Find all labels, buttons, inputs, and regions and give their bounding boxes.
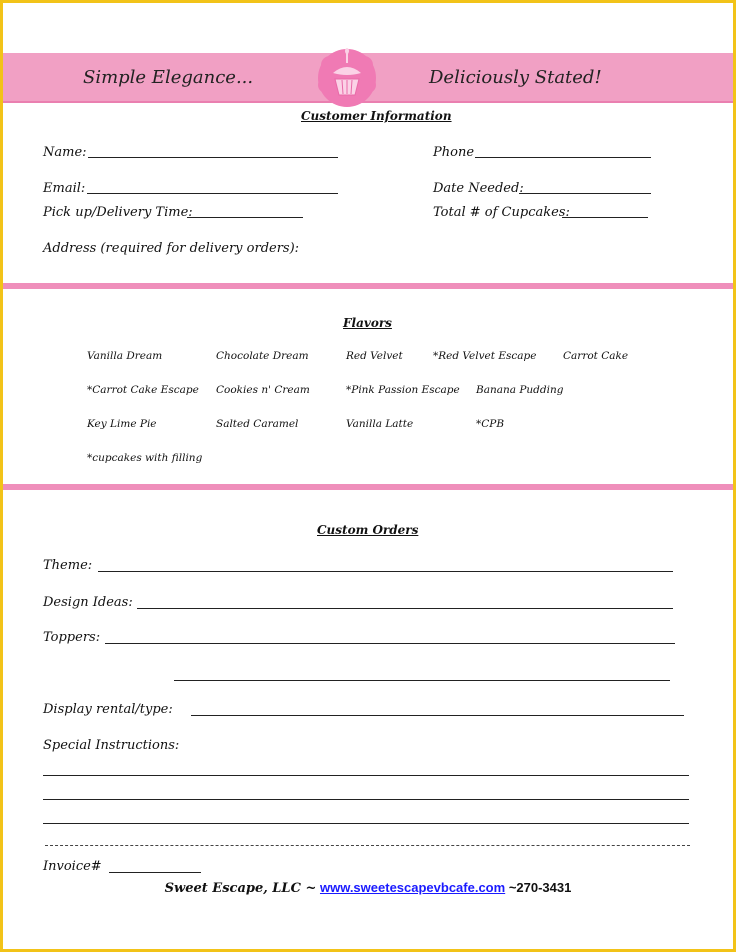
toppers-field-line-2[interactable] (174, 680, 670, 681)
name-label: Name: (43, 145, 87, 160)
invoice-label: Invoice# (43, 859, 102, 874)
special-instructions-line[interactable] (43, 799, 689, 800)
flavor-item: *CPB (476, 418, 505, 430)
customer-info-title: Customer Information (301, 109, 452, 123)
name-field[interactable] (88, 157, 338, 158)
flavor-item: Key Lime Pie (87, 418, 157, 430)
phone-field[interactable] (475, 157, 651, 158)
phone-label: Phone (433, 145, 475, 160)
flavor-item: *Carrot Cake Escape (87, 384, 199, 396)
invoice-field[interactable] (109, 872, 201, 873)
cut-line-divider (45, 845, 690, 846)
date-needed-field[interactable] (519, 193, 651, 194)
flavor-item: Chocolate Dream (216, 350, 309, 362)
website-link[interactable]: www.sweetescapevbcafe.com (319, 880, 506, 895)
section-divider (3, 484, 733, 490)
flavor-item: *Pink Passion Escape (346, 384, 460, 396)
flavor-item: Vanilla Latte (346, 418, 414, 430)
email-field[interactable] (87, 193, 338, 194)
theme-label: Theme: (43, 558, 93, 573)
flavor-item: Banana Pudding (476, 384, 564, 396)
flavor-item: *Red Velvet Escape (433, 350, 537, 362)
flavor-note: *cupcakes with filling (87, 452, 203, 464)
banner-tagline-right: Deliciously Stated! (429, 67, 602, 88)
special-instructions-line[interactable] (43, 823, 689, 824)
company-name: Sweet Escape, LLC ~ (164, 881, 317, 896)
pickup-time-label: Pick up/Delivery Time: (43, 205, 193, 220)
flavor-item: Salted Caramel (216, 418, 299, 430)
design-ideas-label: Design Ideas: (43, 595, 133, 610)
email-label: Email: (43, 181, 86, 196)
pickup-time-field[interactable] (187, 217, 303, 218)
special-instructions-label: Special Instructions: (43, 738, 180, 753)
cupcake-logo-icon (316, 43, 378, 109)
phone-number: ~270-3431 (508, 880, 572, 895)
address-label: Address (required for delivery orders): (43, 241, 300, 256)
flavor-item: Vanilla Dream (87, 350, 163, 362)
flavor-item: Cookies n' Cream (216, 384, 310, 396)
banner-tagline-left: Simple Elegance... (83, 67, 254, 88)
display-rental-label: Display rental/type: (43, 702, 173, 717)
date-needed-label: Date Needed: (433, 181, 524, 196)
total-cupcakes-field[interactable] (562, 217, 648, 218)
footer-contact (3, 880, 733, 896)
toppers-label: Toppers: (43, 630, 101, 645)
design-ideas-field[interactable] (137, 608, 673, 609)
flavor-item: Red Velvet (346, 350, 403, 362)
theme-field[interactable] (98, 571, 673, 572)
order-form-page (3, 3, 733, 949)
flavors-title: Flavors (343, 316, 392, 330)
flavor-item: Carrot Cake (563, 350, 629, 362)
special-instructions-line[interactable] (43, 775, 689, 776)
display-rental-field[interactable] (191, 715, 684, 716)
total-cupcakes-label: Total # of Cupcakes: (433, 205, 570, 220)
toppers-field[interactable] (105, 643, 675, 644)
custom-orders-title: Custom Orders (317, 523, 419, 537)
section-divider (3, 283, 733, 289)
